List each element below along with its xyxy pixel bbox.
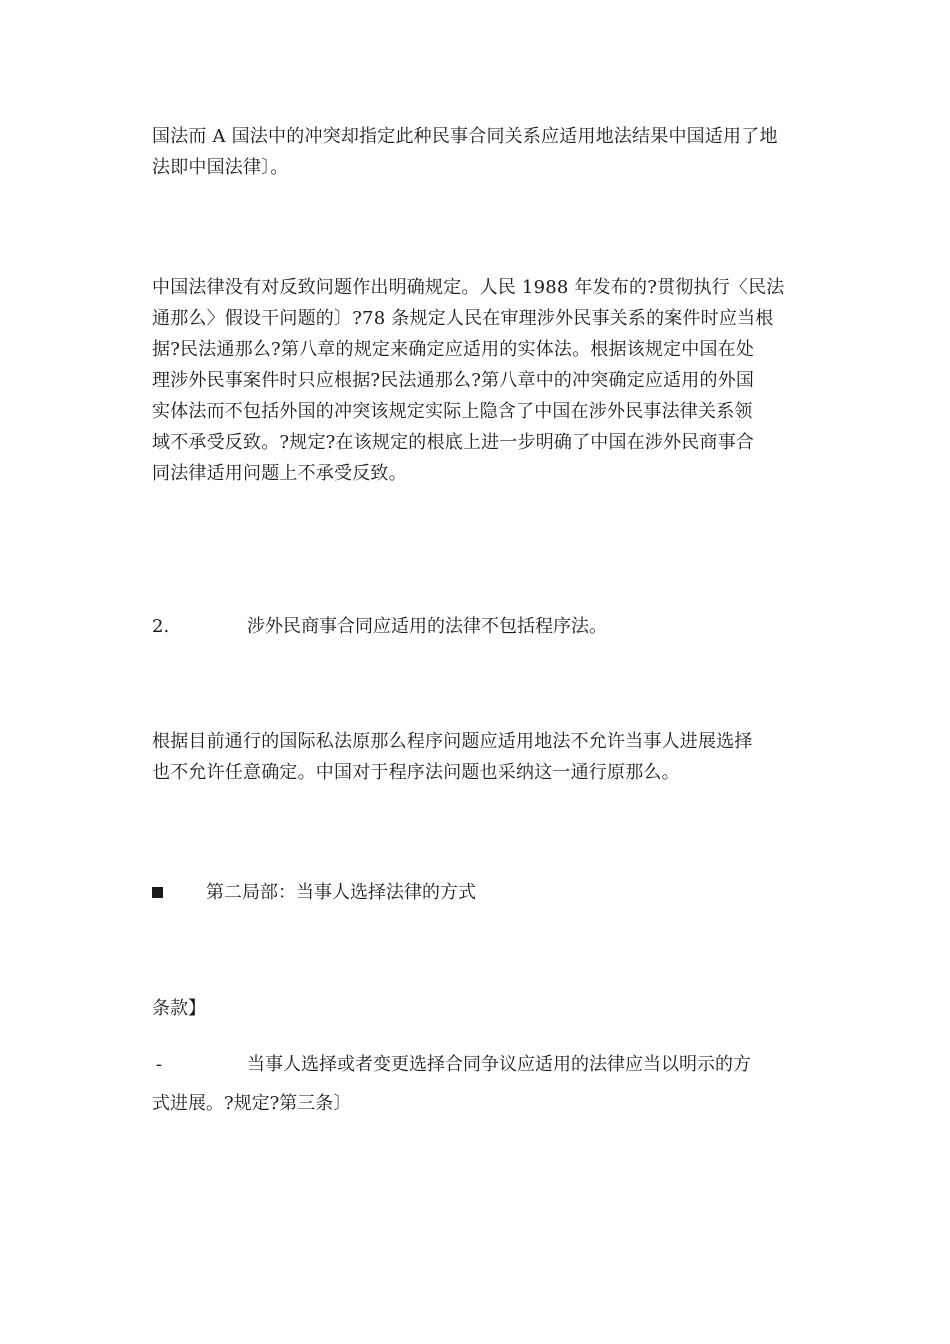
paragraph-continuation	[152, 121, 802, 183]
clause-heading-text: 条款】	[152, 998, 206, 1019]
text-line: 理涉外民事案件时只应根据?民法通那么?第八章中的冲突确定应适用的外国	[152, 370, 755, 391]
square-bullet-icon	[152, 887, 163, 898]
clause-text-line1: 当事人选择或者变更选择合同争议应适用的法律应当以明示的方	[247, 1054, 751, 1075]
clause-text-line2: 式进展。?规定?第三条〕	[152, 1093, 352, 1114]
text-line: 通那么〉假设干问题的〕?78 条规定人民在审理涉外民事关系的案件时应当根	[152, 308, 774, 329]
text-line: 法即中国法律〕。	[152, 157, 289, 178]
section-title: 第二局部：当事人选择法律的方式	[206, 882, 476, 903]
text-line: 据?民法通那么?第八章的规定来确定应适用的实体法。根据该规定中国在处	[152, 339, 755, 360]
text-line: 实体法而不包括外国的冲突该规定实际上隐含了中国在涉外民事法律关系领	[152, 401, 753, 422]
paragraph-renvoi	[152, 272, 802, 489]
text-line: 中国法律没有对反致问题作出明确规定。人民 1988 年发布的?贯彻执行〈民法	[152, 277, 785, 298]
text-line: 根据目前通行的国际私法原那么程序问题应适用地法不允许当事人进展选择	[152, 731, 753, 752]
text-line: 国法而 A 国法中的冲突却指定此种民事合同关系应适用地法结果中国适用了地	[152, 126, 778, 147]
dash-marker: -	[156, 1054, 163, 1075]
text-line: 域不承受反致。?规定?在该规定的根底上进一步明确了中国在涉外民商事合	[152, 432, 755, 453]
text-line: 同法律适用问题上不承受反致。	[152, 463, 407, 484]
item-number: 2.	[152, 616, 170, 637]
item-text: 涉外民商事合同应适用的法律不包括程序法。	[247, 616, 607, 637]
paragraph-procedure	[152, 726, 802, 788]
text-line: 也不允许任意确定。中国对于程序法问题也采纳这一通行原那么。	[152, 762, 680, 783]
